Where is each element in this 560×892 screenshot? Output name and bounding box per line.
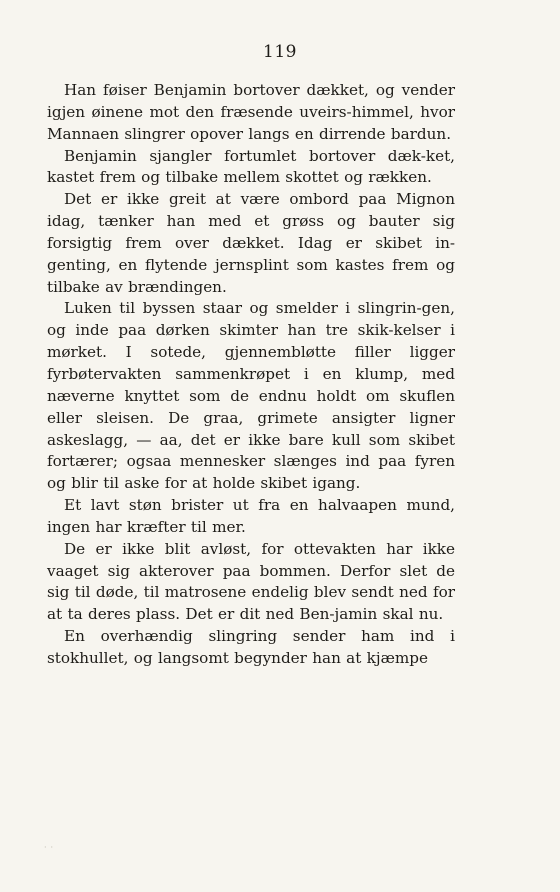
paper-speck: · · — [44, 843, 55, 852]
paragraph: Benjamin sjangler fortumlet bortover dæk-ket, kastet frem og tilbake mellem skottet og rækken. — [47, 146, 455, 187]
paragraph: Luken til byssen staar og smelder i slingrin-gen, og inde paa dørken skimter han tre skik-kelser i mørket. I sotede, gjennembløtte filler ligger fyrbøtervakten sammenkrøpet i en klump, med næverne knyttet som de endnu holdt om skuflen eller sleisen. De graa, grimete ansigter ligner askeslagg, — aa, det er ikke bare kull som skibet fortærer; ogsaa mennesker slænges ind paa fyren og blir til aske for at holde skibet igang. — [47, 299, 455, 493]
paragraph: En overhændig slingring sender ham ind i stokhullet, og langsomt begynder han at kjæmpe — [47, 627, 455, 667]
paragraph: Det er ikke greit at være ombord paa Mignon idag, tænker han med et grøss og bauter sig forsigtig frem over dækket. Idag er skibet in-genting, en flytende jernsplint som kastes frem og tilbake av brændingen. — [47, 190, 455, 296]
body-text — [47, 80, 455, 670]
page-number: 119 — [263, 42, 297, 62]
paragraph: Han føiser Benjamin bortover dækket, og vender igjen øinene mot den fræsende uveirs-himmel, hvor Mannaen slingrer opover langs en dirrende bardun. — [47, 81, 455, 143]
paragraph: De er ikke blit avløst, for ottevakten har ikke vaaget sig akterover paa bommen. Derfor slet de sig til døde, til matrosene endelig blev sendt ned for at ta deres plass. Det er dit ned Ben-jamin skal nu. — [47, 539, 455, 624]
paragraph: Et lavt støn brister ut fra en halvaapen mund, ingen har kræfter til mer. — [47, 496, 455, 536]
